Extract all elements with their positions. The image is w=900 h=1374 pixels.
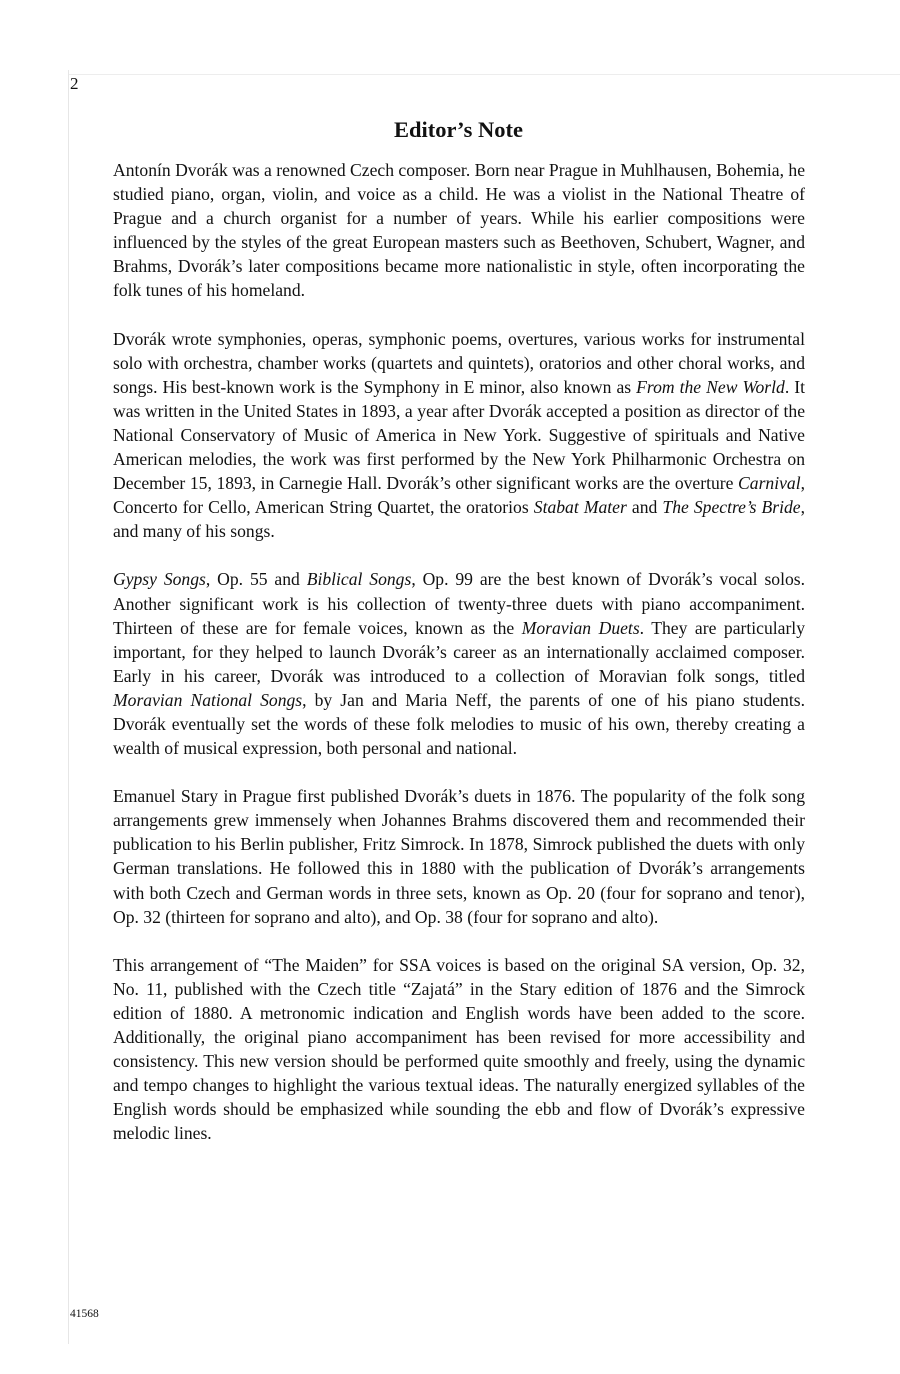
paragraph-5-text: This arrangement of “The Maiden” for SSA voices is based on the original SA version, Op. 32, No. 11, published with the Czech title “Zajatá” in the Stary edition of 1876 and the Simrock edition of 1880. A metronomic indication and English words have been added to the score. Additionally, the original piano accompaniment has been revised for more accessibility and consistency. This new version should be performed quite smoothly and freely, using the dynamic and tempo changes to highlight the various textual ideas. The naturally energized syllables of the English words should be emphasized while sounding the ebb and flow of Dvorák’s expressive melodic lines. — [113, 954, 805, 1144]
paragraph-3-text-2: , Op. 99 are the best known of Dvorák’s vocal solos. Another significant work is his collection of twenty-three duets with piano accompaniment. Thirteen of these are for female voices, known as the — [113, 569, 806, 638]
page-top-edge — [68, 74, 900, 75]
paragraph-2 — [113, 327, 805, 544]
paragraph-1-text: Antonín Dvorák was a renowned Czech composer. Born near Prague in Muhlhausen, Bohemia, he studied piano, organ, violin, and voice as a child. He was a violist in the National Theatre of Prague and a church organist for a number of years. While his earlier compositions were influenced by the styles of the great European masters such as Beethoven, Schubert, Wagner, and Brahms, Dvorák’s later compositions became more nationalistic in style, often incorporating the folk tunes of his homeland. — [113, 160, 805, 301]
paragraph-5 — [113, 953, 805, 1146]
paragraph-2-text-3: , Concerto for Cello, American String Quartet, the oratorios — [113, 473, 805, 518]
paragraph-2-text-1: Dvorák wrote symphonies, operas, symphonic poems, overtures, various works for instrumental solo with orchestra, chamber works (quartets and quintets), oratorios and other choral works, and songs. His best-known work is the Symphony in E minor, also known as — [113, 328, 805, 397]
paragraph-2-text-5: , and many of his songs. — [113, 497, 805, 542]
paragraph-2-text-2: . It was written in the United States in 1893, a year after Dvorák accepted a position as director of the National Conservatory of Music of America in New York. Suggestive of spirituals and Native American melodies, the work was first performed by the New York Philharmonic Orchestra on December 15, 1893, in Carnegie Hall. Dvorák’s other significant works are the overture — [113, 376, 806, 494]
work-title-gypsy-songs: Gypsy Songs — [113, 569, 206, 590]
paragraph-2-text-4: and — [626, 497, 663, 518]
work-title-new-world: From the New World — [636, 376, 785, 397]
work-title-moravian-duets: Moravian Duets — [521, 617, 640, 638]
work-title-carnival: Carnival — [738, 473, 801, 494]
work-title-stabat-mater: Stabat Mater — [533, 497, 627, 518]
paragraph-1 — [113, 158, 805, 303]
paragraph-3-text-4: , by Jan and Maria Neff, the parents of one of his piano students. Dvorák eventually set the words of these folk melodies to music of his own, thereby creating a wealth of musical expression, both personal and national. — [113, 689, 805, 759]
page-number: 2 — [70, 74, 79, 93]
paragraph-3-text-1: , Op. 55 and — [205, 569, 307, 590]
paragraph-4 — [113, 784, 805, 929]
paragraph-3-text-3: . They are particularly important, for they helped to launch Dvorák’s career as an internationally acclaimed composer. Early in his career, Dvorák was introduced to a collection of Moravian folk songs, titled — [113, 617, 805, 686]
work-title-spectres-bride: The Spectre’s Bride — [662, 497, 801, 518]
work-title-biblical-songs: Biblical Songs — [306, 569, 412, 590]
article-body — [113, 158, 805, 1169]
page-left-edge — [68, 70, 69, 1344]
paragraph-4-text: Emanuel Stary in Prague first published Dvorák’s duets in 1876. The popularity of the folk song arrangements grew immensely when Johannes Brahms discovered them and recommended their publication to his Berlin publisher, Fritz Simrock. In 1878, Simrock published the duets with only German translations. He followed this in 1880 with the publication of Dvorák’s arrangements with both Czech and German words in three sets, known as Op. 20 (four for soprano and tenor), Op. 32 (thirteen for soprano and alto), and Op. 38 (four for soprano and alto). — [113, 786, 805, 927]
paragraph-3 — [113, 567, 805, 760]
page-title: Editor’s Note — [394, 117, 523, 142]
catalog-number: 41568 — [70, 1308, 99, 1320]
work-title-moravian-national-songs: Moravian National Songs — [113, 689, 303, 710]
